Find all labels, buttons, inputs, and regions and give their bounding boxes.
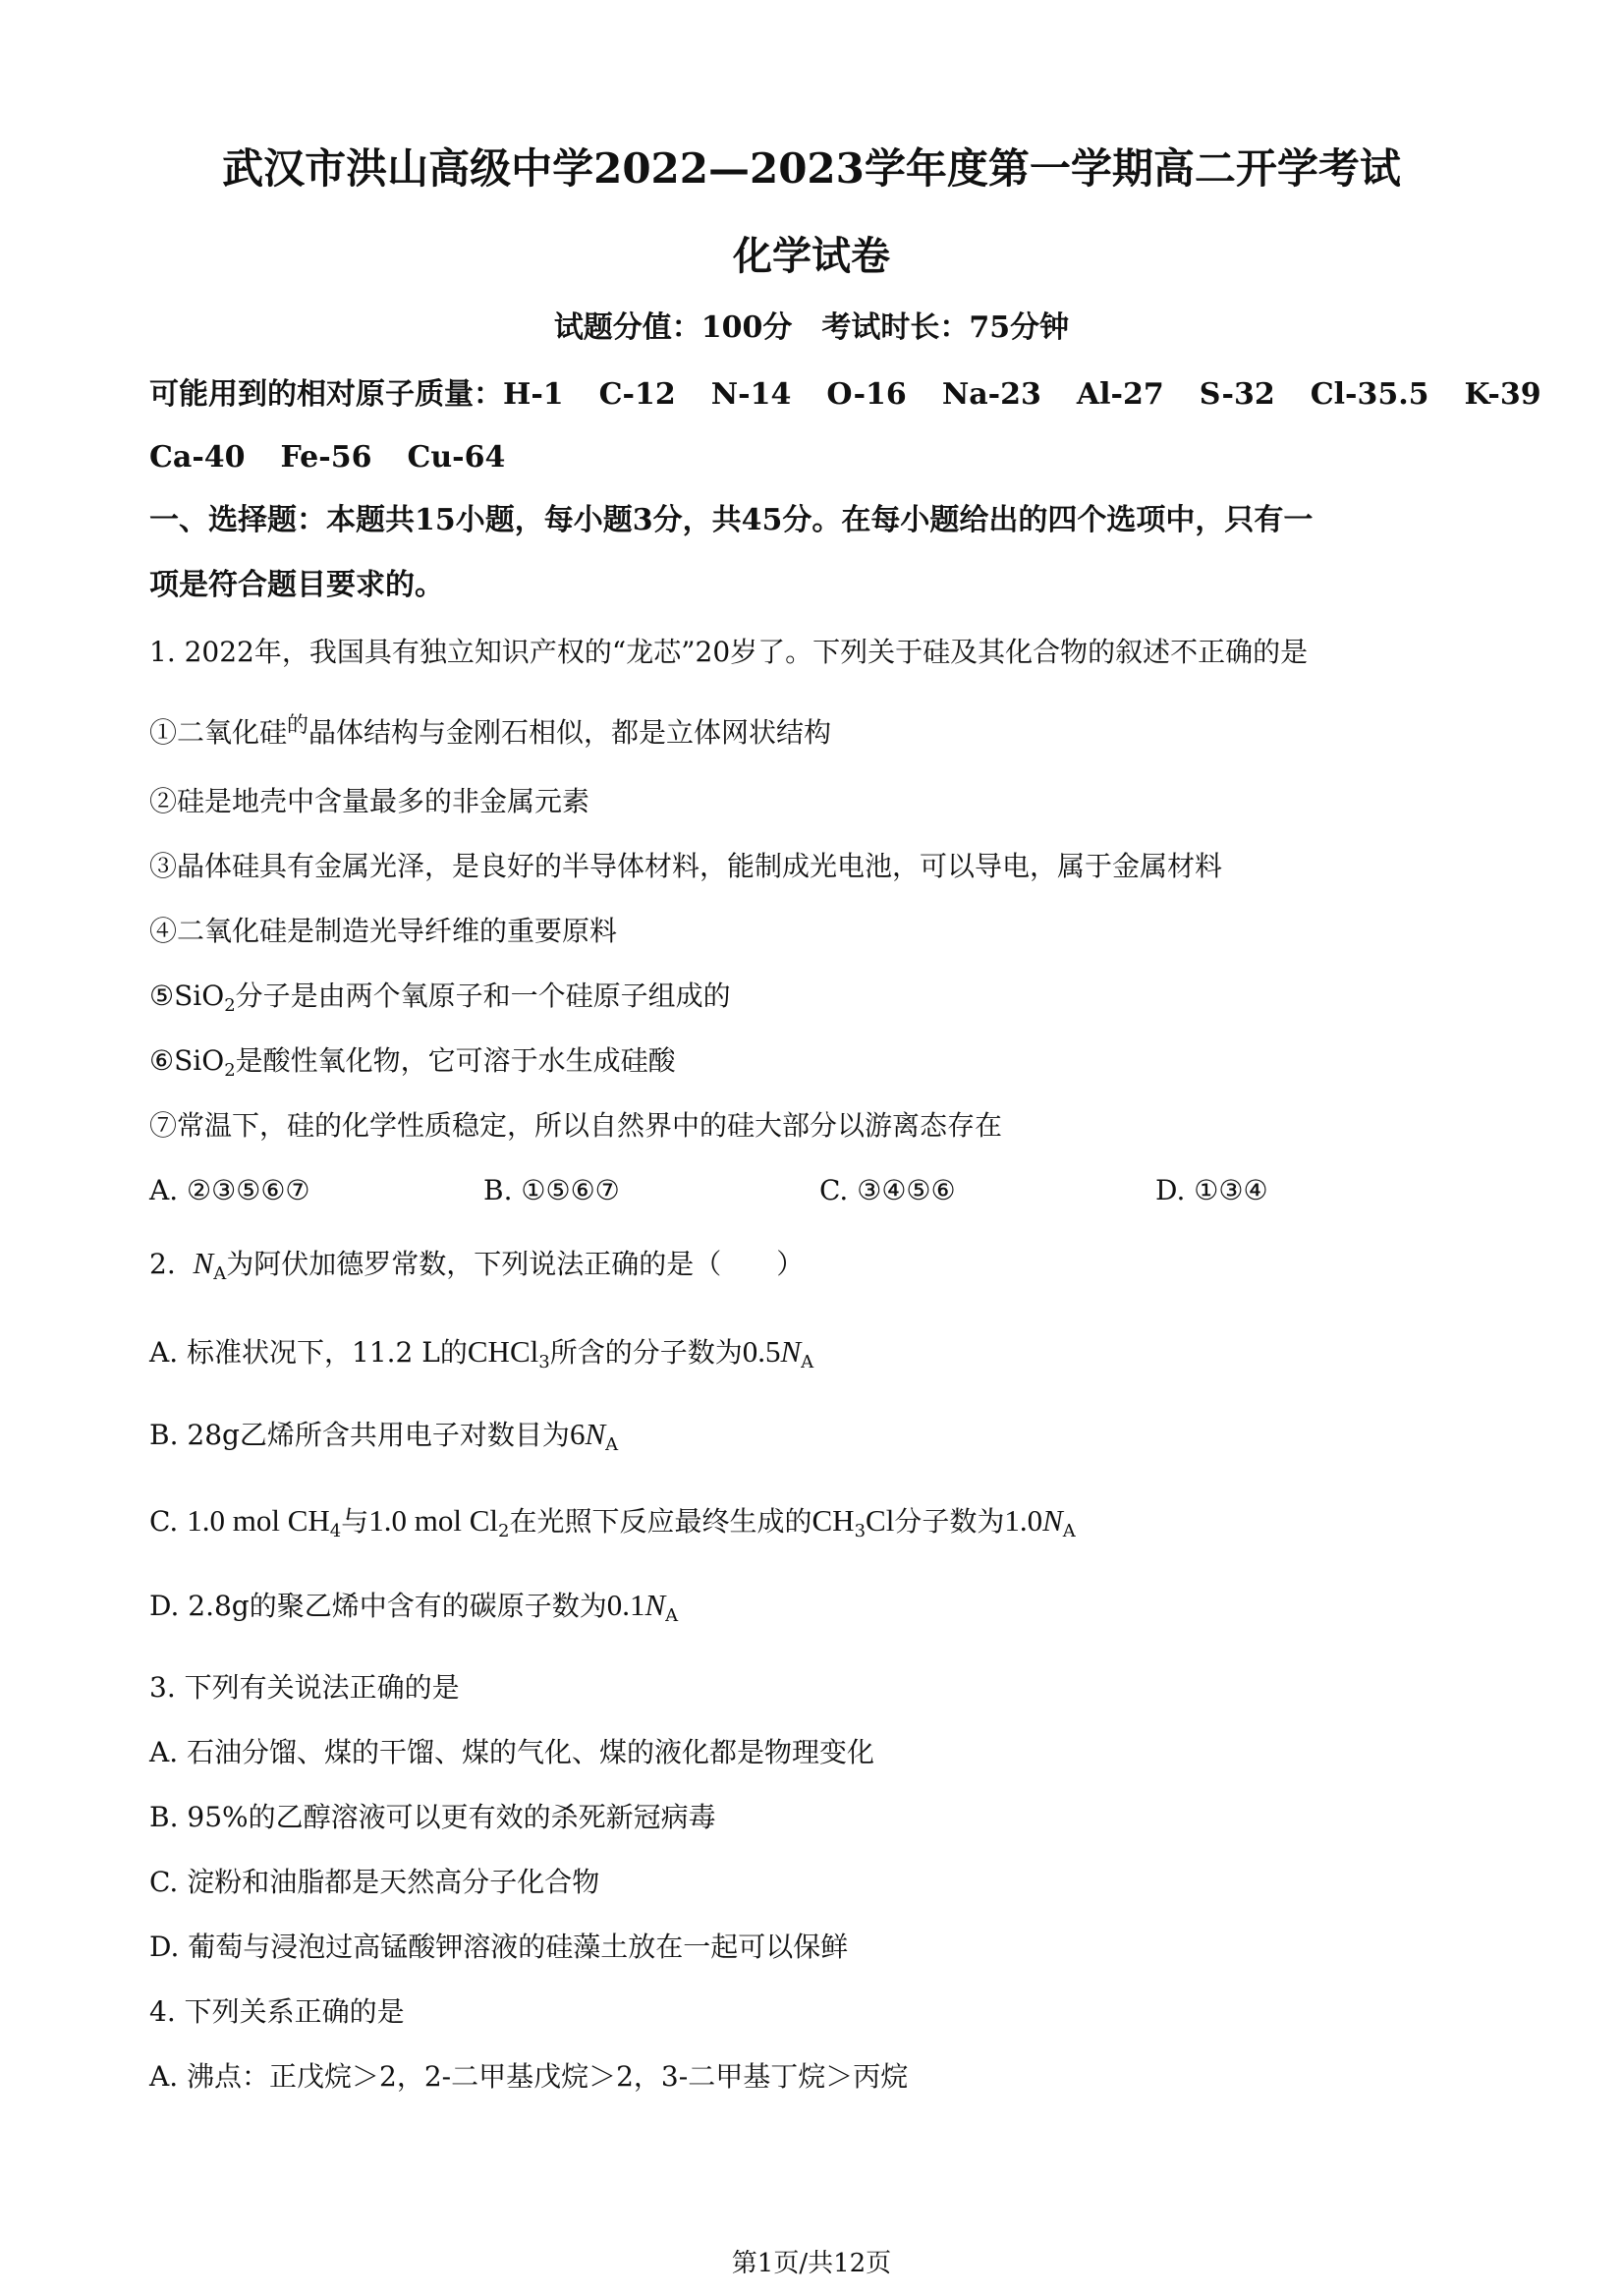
q2-option-c: C. 1.0 mol $CH_4$与1.0 mol $Cl_2$在光照下反应最终生成的$CH_3Cl$分子数为$1.0N_A$ xyxy=(149,1503,1076,1541)
atomic-masses-line-1 xyxy=(149,377,1541,413)
q3-option-d: D. 葡萄与浸泡过高锰酸钾溶液的硅藻土放在一起可以保鲜 xyxy=(149,1931,849,1963)
q3-option-a: A. 石油分馏、煤的干馏、煤的气化、煤的液化都是物理变化 xyxy=(149,1736,875,1768)
mass-item: O-16 xyxy=(826,377,907,412)
mass-item: C-12 xyxy=(598,377,676,412)
q1-option-b: B. ①⑤⑥⑦ xyxy=(483,1174,620,1206)
q1-statement-2: ②硅是地壳中含量最多的非金属元素 xyxy=(149,785,590,817)
q3-option-b: B. 95%的乙醇溶液可以更有效的杀死新冠病毒 xyxy=(149,1801,716,1833)
mass-item: H-1 xyxy=(503,377,564,412)
q2-option-d: D. 2.8g的聚乙烯中含有的碳原子数为$0.1N_A$ xyxy=(149,1588,679,1626)
q1-statement-7: ⑦常温下，硅的化学性质稳定，所以自然界中的硅大部分以游离态存在 xyxy=(149,1109,1003,1142)
q1-option-c: C. ③④⑤⑥ xyxy=(819,1174,956,1206)
mass-item: Al-27 xyxy=(1076,377,1164,412)
q2-stem: 2. $N_A$为阿伏加德罗常数，下列说法正确的是（ ） xyxy=(149,1246,805,1284)
q1-statement-4: ④二氧化硅是制造光导纤维的重要原料 xyxy=(149,915,618,947)
mass-item: Ca-40 xyxy=(149,440,246,475)
exam-subtitle: 化学试卷 xyxy=(733,233,890,279)
section-heading-line-2: 项是符合题目要求的。 xyxy=(149,568,444,602)
q1-statement-1: ①二氧化硅$^的$晶体结构与金刚石相似，都是立体网状结构 xyxy=(149,713,832,749)
q1-option-a: A. ②③⑤⑥⑦ xyxy=(149,1174,310,1206)
mass-item: N-14 xyxy=(710,377,792,412)
section-heading-line-1: 一、选择题：本题共15小题，每小题3分，共45分。在每小题给出的四个选项中，只有一 xyxy=(149,503,1314,537)
q1-statement-6: ⑥SiO$_2$是酸性氧化物，它可溶于水生成硅酸 xyxy=(149,1044,676,1081)
q1-option-d: D. ①③④ xyxy=(1155,1174,1268,1206)
q4-stem: 4. 下列关系正确的是 xyxy=(149,1995,405,2028)
atomic-masses-label: 可能用到的相对原子质量： xyxy=(149,377,503,412)
q3-option-c: C. 淀粉和油脂都是天然高分子化合物 xyxy=(149,1866,600,1898)
mass-item: K-39 xyxy=(1464,377,1541,412)
q1-statement-5: ⑤SiO$_2$分子是由两个氧原子和一个硅原子组成的 xyxy=(149,980,731,1016)
mass-item: Na-23 xyxy=(941,377,1041,412)
exam-info: 试题分值：100分 考试时长：75分钟 xyxy=(553,310,1070,345)
mass-item: Fe-56 xyxy=(280,440,372,475)
q1-stem: 1. 2022年，我国具有独立知识产权的“龙芯”20岁了。下列关于硅及其化合物的叙述不正确的是 xyxy=(149,636,1309,668)
mass-item: Cu-64 xyxy=(407,440,506,475)
page-footer: 第1页/共12页 xyxy=(731,2249,892,2278)
q3-stem: 3. 下列有关说法正确的是 xyxy=(149,1671,460,1704)
exam-title: 武汉市洪山高级中学2022—2023学年度第一学期高二开学考试 xyxy=(222,144,1401,193)
mass-item: Cl-35.5 xyxy=(1310,377,1429,412)
q4-option-a: A. 沸点：正戊烷＞2，2-二甲基戊烷＞2，3-二甲基丁烷＞丙烷 xyxy=(149,2060,909,2093)
q2-option-b: B. 28g乙烯所含共用电子对数目为$6N_A$ xyxy=(149,1417,619,1455)
q2-option-a: A. 标准状况下，11.2 L的CHCl$_3$所含的分子数为$0.5N_A$ xyxy=(149,1334,814,1372)
mass-item: S-32 xyxy=(1199,377,1275,412)
atomic-masses-line-2 xyxy=(149,440,505,476)
q1-statement-3: ③晶体硅具有金属光泽，是良好的半导体材料，能制成光电池，可以导电，属于金属材料 xyxy=(149,850,1223,882)
